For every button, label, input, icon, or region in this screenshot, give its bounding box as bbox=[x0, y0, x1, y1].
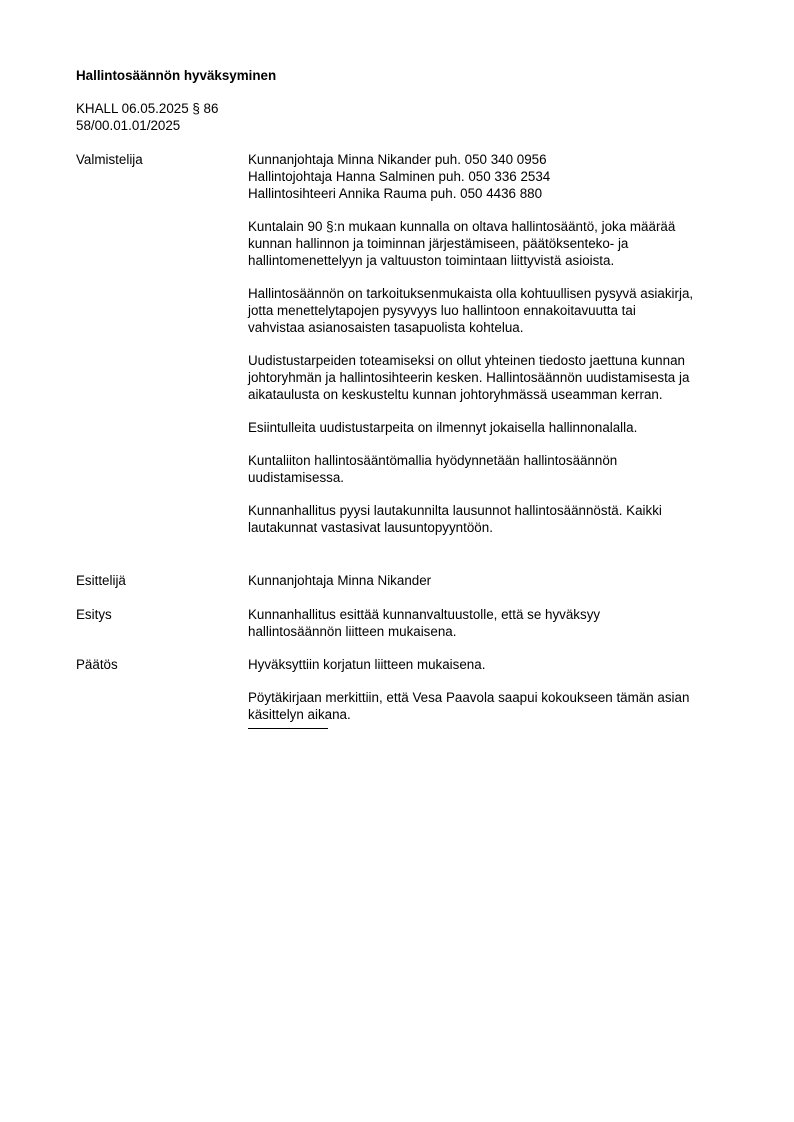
section-label: Esitys bbox=[76, 607, 112, 622]
section-label: Valmistelija bbox=[76, 152, 143, 167]
paragraph-line: johtoryhmän ja hallintosihteerin kesken. Hallintosäännön uudistamisesta ja bbox=[248, 370, 690, 385]
paragraph-line: Uudistustarpeiden toteamiseksi on ollut yhteinen tiedosto jaettuna kunnan bbox=[248, 353, 685, 368]
paragraph bbox=[248, 352, 748, 403]
paragraph-line: jotta menettelytapojen pysyvyys luo hallintoon ennakoitavuutta tai bbox=[248, 303, 636, 318]
paragraph bbox=[248, 502, 748, 536]
paragraph-line: Kuntalain 90 §:n mukaan kunnalla on oltava hallintosääntö, joka määrää bbox=[248, 219, 676, 234]
decision-line: Pöytäkirjaan merkittiin, että Vesa Paavola saapui kokoukseen tämän asian bbox=[248, 690, 690, 705]
proposal-line: hallintosäännön liitteen mukaisena. bbox=[248, 624, 457, 639]
paragraph-line: Hallintosäännön on tarkoituksenmukaista olla kohtuullisen pysyvä asiakirja, bbox=[248, 286, 694, 301]
paragraph bbox=[248, 419, 748, 436]
decision-paragraph bbox=[248, 656, 748, 673]
paragraph-line: uudistamisessa. bbox=[248, 470, 345, 485]
paragraph bbox=[248, 218, 748, 269]
paragraph-line: aikataulusta on keskusteltu kunnan johtoryhmässä useamman kerran. bbox=[248, 387, 663, 402]
decision-line: Hyväksyttiin korjatun liitteen mukaisena. bbox=[248, 657, 486, 672]
section-content bbox=[248, 572, 748, 589]
paragraph bbox=[248, 285, 748, 336]
presenter-line: Kunnanjohtaja Minna Nikander bbox=[248, 573, 432, 588]
paragraph-line: Kunnanhallitus pyysi lautakunnilta lausunnot hallintosäännöstä. Kaikki bbox=[248, 503, 662, 518]
case-number: 58/00.01.01/2025 bbox=[76, 118, 181, 133]
paragraph bbox=[248, 452, 748, 486]
contact-list bbox=[248, 151, 748, 202]
proposal-line: Kunnanhallitus esittää kunnanvaltuustolle, että se hyväksyy bbox=[248, 607, 601, 622]
section-content bbox=[248, 151, 748, 552]
section-content bbox=[248, 656, 748, 729]
contact-line: Hallintosihteeri Annika Rauma puh. 050 4436 880 bbox=[248, 186, 543, 201]
paragraph-line: Kuntaliiton hallintosääntömallia hyödynnetään hallintosäännön bbox=[248, 453, 618, 468]
end-rule bbox=[248, 728, 328, 729]
paragraph-line: vahvistaa asianosaisten tasapuolista kohtelua. bbox=[248, 320, 524, 335]
decision-line: käsittelyn aikana. bbox=[248, 707, 351, 722]
reference-block bbox=[76, 100, 218, 134]
contact-line: Kunnanjohtaja Minna Nikander puh. 050 340 0956 bbox=[248, 152, 547, 167]
section-content bbox=[248, 606, 748, 640]
section-label: Päätös bbox=[76, 657, 118, 672]
decision-note bbox=[248, 689, 748, 723]
paragraph-line: Esiintulleita uudistustarpeita on ilmennyt jokaisella hallinnonalalla. bbox=[248, 420, 638, 435]
contact-line: Hallintojohtaja Hanna Salminen puh. 050 336 2534 bbox=[248, 169, 551, 184]
paragraph-line: hallintomenettelyyn ja valtuuston toimintaan liittyvistä asioista. bbox=[248, 253, 615, 268]
meeting-reference: KHALL 06.05.2025 § 86 bbox=[76, 101, 219, 116]
section-label: Esittelijä bbox=[76, 573, 126, 588]
document-title: Hallintosäännön hyväksyminen bbox=[76, 68, 277, 83]
paragraph-line: lautakunnat vastasivat lausuntopyyntöön. bbox=[248, 520, 493, 535]
paragraph-line: kunnan hallinnon ja toiminnan järjestämiseen, päätöksenteko- ja bbox=[248, 236, 629, 251]
